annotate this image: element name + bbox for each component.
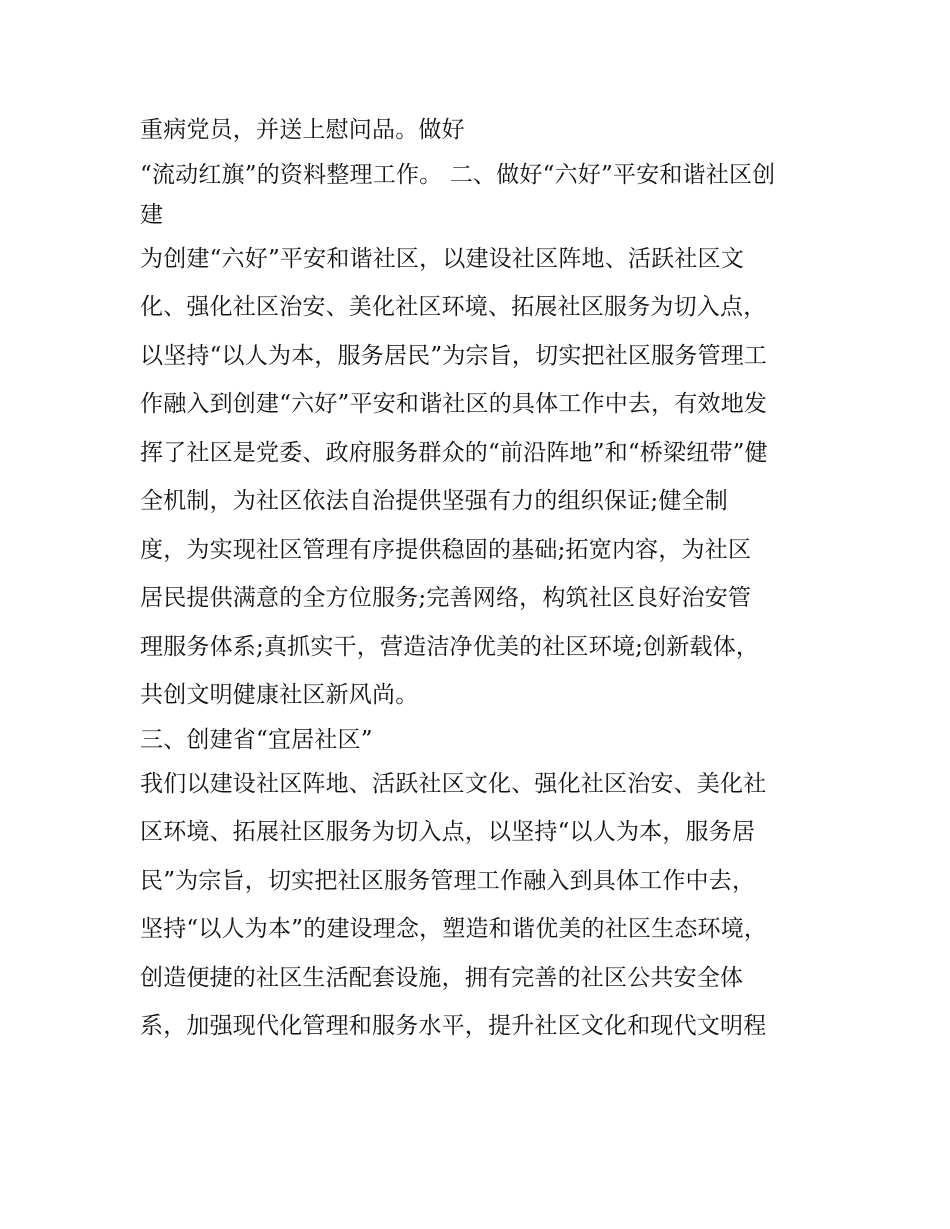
text-line: 挥了社区是党委、政府服务群众的“前沿阵地”和“桥梁纽带”健 (140, 439, 768, 466)
text-line: 区环境、拓展社区服务为切入点，以坚持“以人为本，服务居 (140, 819, 756, 845)
text-line: 度，为实现社区管理有序提供稳固的基础;拓宽内容，为社区 (140, 536, 752, 563)
text-line: 为创建“六好”平安和谐社区，以建设社区阵地、活跃社区文 (140, 245, 744, 272)
text-line: 系，加强现代化管理和服务水平，提升社区文化和现代文明程 (140, 1013, 767, 1039)
text-line: 创造便捷的社区生活配套设施，拥有完善的社区公共安全体 (140, 964, 744, 991)
text-line: 居民提供满意的全方位服务;完善网络，构筑社区良好治安管 (140, 585, 752, 611)
section-heading: 三、创建省“宜居社区” (140, 726, 373, 753)
text-line: 作融入到创建“六好”平安和谐社区的具体工作中去，有效地发 (140, 391, 768, 417)
text-line: 坚持“以人为本”的建设理念，塑造和谐优美的社区生态环境， (140, 916, 768, 942)
text-line: 建 (140, 201, 164, 228)
text-line: 共创文明健康社区新风尚。 (140, 682, 419, 708)
body-text (140, 106, 820, 1051)
text-line: 我们以建设社区阵地、活跃社区文化、强化社区治安、美化社 (140, 770, 767, 797)
text-line: 化、强化社区治安、美化社区环境、拓展社区服务为切入点， (140, 294, 767, 320)
text-line: 重病党员，并送上慰问品。做好 (140, 117, 465, 143)
text-line: 民”为宗旨，切实把社区服务管理工作融入到具体工作中去， (140, 867, 756, 894)
text-line: “流动红旗”的资料整理工作。 二、做好“六好”平安和谐社区创 (140, 161, 776, 188)
text-line: 以坚持“以人为本，服务居民”为宗旨，切实把社区服务管理工 (140, 342, 768, 369)
text-line: 全机制，为社区依法自治提供坚强有力的组织保证;健全制 (140, 488, 728, 514)
text-line: 理服务体系;真抓实干，营造洁净优美的社区环境;创新载体， (140, 633, 760, 660)
